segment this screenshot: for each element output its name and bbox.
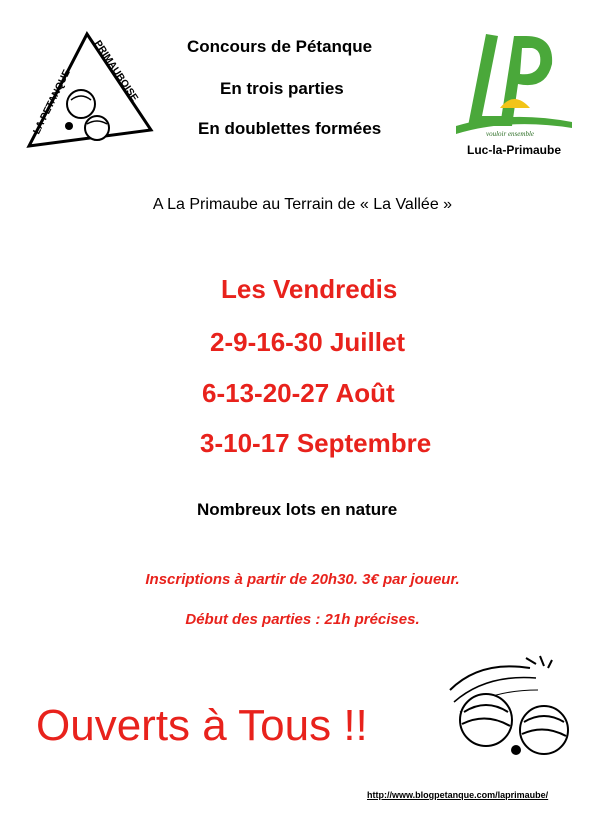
- blog-link[interactable]: http://www.blogpetanque.com/laprimaube/: [367, 790, 549, 800]
- dates-july: 2-9-16-30 Juillet: [210, 327, 406, 357]
- header-line-2: En trois parties: [220, 79, 344, 98]
- header-line-1: Concours de Pétanque: [187, 37, 373, 56]
- registration-text: Inscriptions à partir de 20h30. 3€ par joueur.: [145, 571, 460, 588]
- luc-la-primaube-logo: [448, 30, 580, 160]
- start-time-text: Début des parties : 21h précises.: [185, 611, 420, 628]
- petanque-primauboise-logo: [25, 30, 155, 160]
- left-logo-text-a: LA PETANQUE: [31, 68, 73, 137]
- location-text: A La Primaube au Terrain de « La Vallée »: [152, 196, 453, 213]
- open-to-all-text: Ouverts à Tous !!: [36, 701, 368, 750]
- left-logo-text-b: PRIMAUBOISE: [91, 38, 140, 104]
- right-logo-name: Luc-la-Primaube: [466, 143, 562, 157]
- svg-text:PRIMAUBOISE: [92, 39, 140, 104]
- dates-september: 3-10-17 Septembre: [200, 428, 432, 458]
- dates-august: 6-13-20-27 Août: [202, 378, 395, 408]
- boules-illustration: [440, 650, 580, 760]
- right-logo-tagline: vouloir ensemble: [485, 130, 535, 138]
- prizes-text: Nombreux lots en nature: [197, 500, 398, 519]
- dates-heading: Les Vendredis: [221, 274, 398, 304]
- header-line-3: En doublettes formées: [198, 119, 382, 138]
